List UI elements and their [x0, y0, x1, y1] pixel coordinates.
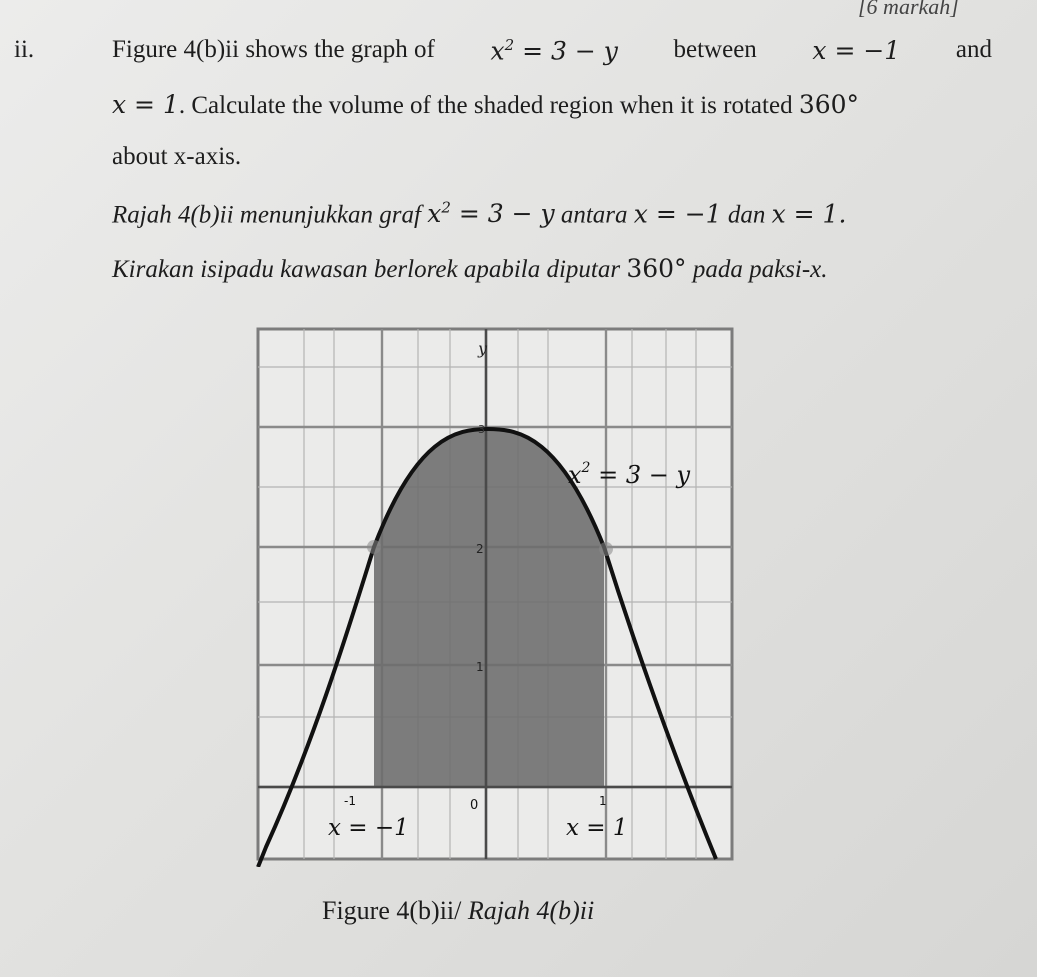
- origin-label: 0: [470, 798, 479, 813]
- y-axis-label: y: [478, 339, 488, 358]
- line-label-left: x = −1: [328, 815, 409, 841]
- m1-equation: $x^2 = 3 - y$: [427, 199, 555, 229]
- question-line-3: about x-axis.: [112, 143, 242, 170]
- malay-line-1: [112, 199, 846, 229]
- tick-y-1: 1: [476, 660, 484, 674]
- tick-x-neg1: -1: [344, 794, 356, 808]
- q2-degree: 360°: [798, 90, 860, 119]
- m1-text-c: dan: [721, 201, 772, 229]
- q1-text-c: and: [955, 36, 992, 63]
- q1-text-b: between: [673, 36, 757, 63]
- q1-equation: $x^2 = 3 - y$: [490, 36, 618, 66]
- m1-x-right: x = 1.: [771, 199, 847, 229]
- m1-x-left: x = −1: [633, 199, 722, 229]
- tick-y-2: 2: [476, 542, 484, 556]
- question-line-2: [112, 90, 859, 120]
- tick-x-1: 1: [599, 794, 607, 808]
- m2-text: Kirakan isipadu kawasan berlorek apabila diputar: [112, 256, 627, 283]
- malay-line-2: [112, 254, 828, 284]
- m1-text-a: Rajah 4(b)ii menunjukkan graf: [112, 201, 428, 229]
- intersection-left: [367, 540, 381, 554]
- line-label-right: x = 1: [566, 815, 628, 841]
- q2-text: . Calculate the volume of the shaded region when it is rotated: [178, 92, 799, 119]
- question-line-1: [112, 36, 992, 65]
- question-number: ii.: [14, 36, 35, 63]
- q2-x-right: x = 1: [112, 90, 179, 119]
- q1-x-left: x = −1: [812, 36, 901, 65]
- curve-label: $x^2 = 3 - y$: [568, 460, 691, 489]
- tick-y-3: 3: [478, 423, 485, 436]
- figure-graph: [256, 327, 736, 867]
- m2-rest: pada paksi-x.: [686, 256, 828, 283]
- m1-text-b: antara: [554, 201, 634, 229]
- intersection-right: [599, 542, 613, 556]
- m2-degree: 360°: [626, 254, 687, 283]
- figure-caption: Figure 4(b)ii/ Rajah 4(b)ii: [322, 896, 595, 925]
- q1-text-a: Figure 4(b)ii shows the graph of: [112, 36, 435, 63]
- marks-note: [6 markah]: [858, 0, 959, 19]
